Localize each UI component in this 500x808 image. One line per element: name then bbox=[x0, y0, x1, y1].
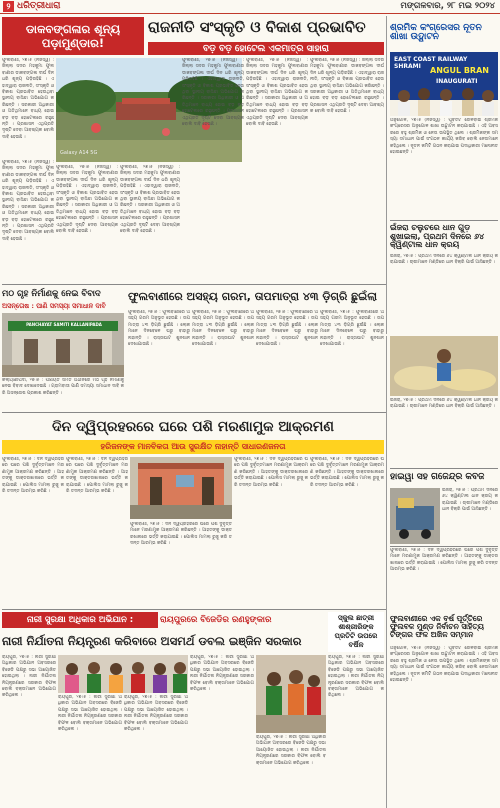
column-divider bbox=[386, 336, 387, 808]
masthead bbox=[0, 0, 500, 14]
story6-headline: ଇଁଜରା ଚଲୁଚରେ ଧାନ ଗୁଡ଼ ଶୁଖାଇଲା, ପ୍ରଥମ ଦିନରେ ୬୪ କ୍ୱିଣ୍ଟାଲ ଧାନ କ୍ରୟ bbox=[390, 223, 485, 250]
story1-headline: ରାଜନୀତି ସଂସ୍କୃତି ଓ ବିକାଶ ପ୍ରଭାବିତ bbox=[148, 18, 366, 37]
story3-sign: PANCHAYAT SAMITI KALLANIPADA bbox=[26, 322, 102, 327]
column-divider bbox=[386, 16, 387, 334]
paper-name: ଧରିତ୍ରୀଧାରା bbox=[17, 1, 61, 11]
page-number: ୨ bbox=[3, 1, 14, 12]
story8-body-col5: ରାୟପୁର, ୨୭।୫ : ନାରୀ ସୁରକ୍ଷା ଅଧିକାର ଅଭିଯାନ ଅବସରରେ ବିଜେଡି ପକ୍ଷରୁ ସଭା ଆୟୋଜିତ ହୋଇଥିଲା । ନାରୀ ନିର୍ଯାତନା ନିୟନ୍ତ୍ରଣରେ ସରକାର ବିଫଳ ବୋଲି ବକ୍ତାମାନେ ଅଭିଯୋଗ କରିଥିଲେ । bbox=[256, 735, 326, 766]
story3-body: କଲ୍ୟାଣୀପଦା, ୨୭।୫ : ପଞ୍ଚାୟତ ସମିତି ଅଧୀନରେ ମଠ ଗୃହ ନିର୍ମାଣକୁ ନେଇ ବିବାଦ ଦେଖାଦେଇଛି । ଗ୍ରାମବାସୀ ପାଣି ସମସ୍ୟା ସମାଧାନ ଦାବି କରି ଅସନ୍ତୋଷ ପ୍ରକାଶ କରିଛନ୍ତି । bbox=[2, 378, 124, 396]
story8-body-col1: ରାୟପୁର, ୨୭।୫ : ନାରୀ ସୁରକ୍ଷା ଅଧିକାର ଅଭିଯାନ ଅବସରରେ ବିଜେଡି ପକ୍ଷରୁ ସଭା ଆୟୋଜିତ ହୋଇଥିଲା । ନାରୀ ନିର୍ଯାତନା ନିୟନ୍ତ୍ରଣରେ ସରକାର ବିଫଳ ବୋଲି ବକ୍ତାମାନେ ଅଭିଯୋଗ କରିଥିଲେ । bbox=[2, 655, 56, 699]
seized-truck-image bbox=[390, 488, 440, 544]
rally-crowd-image bbox=[58, 655, 188, 693]
section-divider bbox=[2, 412, 386, 413]
story4-body-col4: ଫୁଲବାଣୀ, ୨୭।୫ : ଫୁଲବାଣୀରେ ଅସହ୍ୟ ଗରମ ଅନୁଭୂତ ହେଉଛି । ତାପମାତ୍ରା ୪୩ ଡ଼ିଗ୍ରି ଛୁଇଁଛି । ଲୋକମାନେ ଦିନବେଳେ ଘରୁ ବାହାରୁ ନାହାନ୍ତି । ରାସ୍ତାଘାଟ ଶୁନଶାନ ଦେଖାଯାଉଛି । bbox=[320, 310, 384, 348]
story2-headline: ଶ୍ରମିକ କଂଗ୍ରେସର ନୂତନ ଶାଖା ଉଦ୍ଘାଟନ bbox=[390, 22, 482, 42]
story4-headline: ଫୁଲବାଣୀରେ ଅସହ୍ୟ ଗରମ, ତାପମାତ୍ରା ୪୩ ଡ଼ିଗ୍ରି ଛୁଇଁଲା bbox=[128, 290, 378, 304]
story1-body-col5: ଫୁଲବାଣୀ, ୨୭।୫ (ନିଜସ୍ୱ) : ଜିଲ୍ଲା ସଦର ମହକୁମା ଫୁଲବାଣୀର ଡାକବଙ୍ଗଳା ଦୀର୍ଘ ଦିନ ଧରି ଶୂନ୍ୟ ପଡ଼ିରହିଛି । ଏହାଦ୍ୱାରା ରାଜନୀତି, ସଂସ୍କୃତି ଓ ବିକାଶ ପ୍ରଭାବିତ ହେଉଥିବା ସ୍ଥାନୀୟ ବାସିନ୍ଦା ଅଭିଯୋଗ କରିଛନ୍ତି । ସରକାରୀ ଅଧିକାରୀ ଓ ଅତିଥିମାନେ ବାଧ୍ୟ ହୋଇ ବଡ଼ ବଡ଼ ହୋଟେଲରେ ରହୁଛନ୍ତି । ପ୍ରଶାସନ ଏଥିପ୍ରତି ଦୃଷ୍ଟି ଦେବା ଆବଶ୍ୟକ ବୋଲି ଦାବି ହେଉଛି । bbox=[246, 58, 308, 128]
story3-headline: ମଠ ଗୃହ ନିର୍ମାଣକୁ ନେଇ ବିବାଦ bbox=[2, 288, 101, 299]
story5-body-col3: ଫୁଲବାଣୀ, ୨୭।୫ : ଦିନ ଦ୍ୱିପ୍ରହରରେ ଘରେ ପଶି ଦୁର୍ବୃତ୍ତମାନେ ମରଣାମୁକ ଆକ୍ରମଣ କରିଛନ୍ତି । ଆହତଙ୍କୁ ଡାକ୍ତରଖାନାରେ ଭର୍ତ୍ତି କରାଯାଇଛି । ପୋଲିସ ମାମଲା ରୁଜୁ କରି ତଦନ୍ତ ଆରମ୍ଭ କରିଛି । bbox=[130, 522, 232, 547]
section-divider bbox=[2, 609, 386, 610]
section-divider bbox=[2, 284, 386, 285]
story6-body: ଇଁଜରା, ୨୭।୫ : ପ୍ରଥମ ଦିନରେ ୬୪ କ୍ୱିଣ୍ଟାଲ ଧାନ କ୍ରୟ କରାଯାଇଛି । ଚାଷୀମାନେ ମଣ୍ଡିରେ ଧାନ ବିକ୍ରି ପାଇଁ ଆସିଛନ୍ତି । bbox=[390, 254, 498, 266]
section-divider bbox=[390, 468, 498, 469]
story7-body: ଇଁଜରା, ୨୭।୫ : ପ୍ରଥମ ଦିନରେ ୬୪ କ୍ୱିଣ୍ଟାଲ ଧାନ କ୍ରୟ କରାଯାଇଛି । ଚାଷୀମାନେ ମଣ୍ଡିରେ ଧାନ ବିକ୍ରି ପାଇଁ ଆସିଛନ୍ତି । bbox=[442, 488, 498, 513]
inauguration-people-image bbox=[390, 82, 498, 116]
story10-body-b: ଅନୁଗୋଳ, ୨୭।୫ (ନିଜସ୍ୱ) : ପୂର୍ବତଟ ରେଳବାଇ ଶ୍ରମିକ କଂଗ୍ରେସର ଅନୁଗୋଳ ଶାଖା ଉଦ୍ଘାଟନ କରାଯାଇଛି । ଏହି ଅବସରରେ ବହୁ ଶ୍ରମିକ ଓ ନେତା ଉପସ୍ଥିତ ଥିଲେ । ଶ୍ରମିକଙ୍କ ସମସ୍ୟା ସମାଧାନ ପାଇଁ ସଂଗଠନ କାର୍ଯ୍ୟ କରିବ ବୋଲି ନେତାମାନେ କହିଥିଲେ । ନୂତନ କମିଟି ଗଠନ କରାଯାଇ ପଦାଧିକାରୀ ମନୋନୀତ ହୋଇଛନ୍ତି । bbox=[390, 646, 498, 684]
paddy-procurement-image bbox=[390, 336, 498, 396]
story8-photo1 bbox=[58, 655, 188, 693]
story8-body-col3: ରାୟପୁର, ୨୭।୫ : ନାରୀ ସୁରକ୍ଷା ଅଧିକାର ଅଭିଯାନ ଅବସରରେ ବିଜେଡି ପକ୍ଷରୁ ସଭା ଆୟୋଜିତ ହୋଇଥିଲା । ନାରୀ ନିର୍ଯାତନା ନିୟନ୍ତ୍ରଣରେ ସରକାର ବିଫଳ ବୋଲି ବକ୍ତାମାନେ ଅଭିଯୋଗ କରିଥିଲେ । bbox=[124, 695, 188, 733]
story5-body-col4: ଫୁଲବାଣୀ, ୨୭।୫ : ଦିନ ଦ୍ୱିପ୍ରହରରେ ଘରେ ପଶି ଦୁର୍ବୃତ୍ତମାନେ ମରଣାମୁକ ଆକ୍ରମଣ କରିଛନ୍ତି । ଆହତଙ୍କୁ ଡାକ୍ତରଖାନାରେ ଭର୍ତ୍ତି କରାଯାଇଛି । ପୋଲିସ ମାମଲା ରୁଜୁ କରି ତଦନ୍ତ ଆରମ୍ଭ କରିଛି । bbox=[234, 457, 308, 488]
story9-body: ରାୟପୁର, ୨୭।୫ : ନାରୀ ସୁରକ୍ଷା ଅଧିକାର ଅଭିଯାନ ଅବସରରେ ବିଜେଡି ପକ୍ଷରୁ ସଭା ଆୟୋଜିତ ହୋଇଥିଲା । ନାରୀ ନିର୍ଯାତନା ନିୟନ୍ତ୍ରଣରେ ସରକାର ବିଫଳ ବୋଲି ବକ୍ତାମାନେ ଅଭିଯୋଗ କରିଥିଲେ । bbox=[328, 655, 384, 699]
story4-body-col3: ଫୁଲବାଣୀ, ୨୭।୫ : ଫୁଲବାଣୀରେ ଅସହ୍ୟ ଗରମ ଅନୁଭୂତ ହେଉଛି । ତାପମାତ୍ରା ୪୩ ଡ଼ିଗ୍ରି ଛୁଇଁଛି । ଲୋକମାନେ ଦିନବେଳେ ଘରୁ ବାହାରୁ ନାହାନ୍ତି । ରାସ୍ତାଘାଟ ଶୁନଶାନ ଦେଖାଯାଉଛି । bbox=[256, 310, 318, 348]
story5-subhead: ହରିଜନଙ୍କ ମାନବିକତା ଆଉ ସୁରକ୍ଷିତ ନାହାନ୍ତି ସାଧାରଣଜନତା bbox=[2, 440, 384, 454]
story10-headline: ଫୁଲବାଣୀରେ ଏକ ବର୍ଷ ପୂର୍ତ୍ତିରେ ଫୁଲବଳ ମୁଣ୍ଡ ନିର୍ବାଚନ ସାହିତ୍ୟ ଟିଙ୍ଗର ଫଳ ଅଖିଳ ସମ୍ମାନ bbox=[390, 614, 484, 639]
story5-photo bbox=[130, 457, 232, 519]
story5-body-col2: ଫୁଲବାଣୀ, ୨୭।୫ : ଦିନ ଦ୍ୱିପ୍ରହରରେ ଘରେ ପଶି ଦୁର୍ବୃତ୍ତମାନେ ମରଣାମୁକ ଆକ୍ରମଣ କରିଛନ୍ତି । ଆହତଙ୍କୁ ଡାକ୍ତରଖାନାରେ ଭର୍ତ୍ତି କରାଯାଇଛି । ପୋଲିସ ମାମଲା ରୁଜୁ କରି ତଦନ୍ତ ଆରମ୍ଭ କରିଛି । bbox=[66, 457, 128, 495]
section-divider bbox=[390, 220, 498, 221]
women-rally-image bbox=[256, 655, 326, 733]
story3-photo bbox=[2, 313, 124, 377]
story1-body-col1b: ଫୁଲବାଣୀ, ୨୭।୫ (ନିଜସ୍ୱ) : ଜିଲ୍ଲା ସଦର ମହକୁମା ଫୁଲବାଣୀର ଡାକବଙ୍ଗଳା ଦୀର୍ଘ ଦିନ ଧରି ଶୂନ୍ୟ ପଡ଼ିରହିଛି । ଏହାଦ୍ୱାରା ରାଜନୀତି, ସଂସ୍କୃତି ଓ ବିକାଶ ପ୍ରଭାବିତ ହେଉଥିବା ସ୍ଥାନୀୟ ବାସିନ୍ଦା ଅଭିଯୋଗ କରିଛନ୍ତି । ସରକାରୀ ଅଧିକାରୀ ଓ ଅତିଥିମାନେ ବାଧ୍ୟ ହୋଇ ବଡ଼ ବଡ଼ ହୋଟେଲରେ ରହୁଛନ୍ତି । ପ୍ରଶାସନ ଏଥିପ୍ରତି ଦୃଷ୍ଟି ଦେବା ଆବଶ୍ୟକ ବୋଲି ଦାବି ହେଉଛି । bbox=[2, 160, 54, 242]
story3-subhead bbox=[2, 302, 124, 312]
issue-date: ମଙ୍ଗଳବାର, ୨୮ ମଇ ୨୦୨୪ bbox=[400, 1, 495, 11]
story1-body-col6: ଫୁଲବାଣୀ, ୨୭।୫ (ନିଜସ୍ୱ) : ଜିଲ୍ଲା ସଦର ମହକୁମା ଫୁଲବାଣୀର ଡାକବଙ୍ଗଳା ଦୀର୍ଘ ଦିନ ଧରି ଶୂନ୍ୟ ପଡ଼ିରହିଛି । ଏହାଦ୍ୱାରା ରାଜନୀତି, ସଂସ୍କୃତି ଓ ବିକାଶ ପ୍ରଭାବିତ ହେଉଥିବା ସ୍ଥାନୀୟ ବାସିନ୍ଦା ଅଭିଯୋଗ କରିଛନ୍ତି । ସରକାରୀ ଅଧିକାରୀ ଓ ଅତିଥିମାନେ ବାଧ୍ୟ ହୋଇ ବଡ଼ ବଡ଼ ହୋଟେଲରେ ରହୁଛନ୍ତି । ପ୍ରଶାସନ ଏଥିପ୍ରତି ଦୃଷ୍ଟି ଦେବା ଆବଶ୍ୟକ ବୋଲି ଦାବି ହେଉଛି । bbox=[310, 58, 384, 115]
story1-body-col4: ଫୁଲବାଣୀ, ୨୭।୫ (ନିଜସ୍ୱ) : ଜିଲ୍ଲା ସଦର ମହକୁମା ଫୁଲବାଣୀର ଡାକବଙ୍ଗଳା ଦୀର୍ଘ ଦିନ ଧରି ଶୂନ୍ୟ ପଡ଼ିରହିଛି । ଏହାଦ୍ୱାରା ରାଜନୀତି, ସଂସ୍କୃତି ଓ ବିକାଶ ପ୍ରଭାବିତ ହେଉଥିବା ସ୍ଥାନୀୟ ବାସିନ୍ଦା ଅଭିଯୋଗ କରିଛନ୍ତି । ସରକାରୀ ଅଧିକାରୀ ଓ ଅତିଥିମାନେ ବାଧ୍ୟ ହୋଇ ବଡ଼ ବଡ଼ ହୋଟେଲରେ ରହୁଛନ୍ତି । ପ୍ରଶାସନ ଏଥିପ୍ରତି ଦୃଷ୍ଟି ଦେବା ଆବଶ୍ୟକ ବୋଲି ଦାବି ହେଉଛି । bbox=[182, 58, 244, 128]
story1-subhead: ବଡ଼ ବଡ଼ ହୋଟେଲ ଏକମାତ୍ର ସାହାରା bbox=[148, 42, 384, 55]
story6-photo bbox=[390, 336, 498, 396]
story8-body-col2: ରାୟପୁର, ୨୭।୫ : ନାରୀ ସୁରକ୍ଷା ଅଧିକାର ଅଭିଯାନ ଅବସରରେ ବିଜେଡି ପକ୍ଷରୁ ସଭା ଆୟୋଜିତ ହୋଇଥିଲା । ନାରୀ ନିର୍ଯାତନା ନିୟନ୍ତ୍ରଣରେ ସରକାର ବିଫଳ ବୋଲି ବକ୍ତାମାନେ ଅଭିଯୋଗ କରିଥିଲେ । bbox=[58, 695, 122, 733]
story2-body: ଅନୁଗୋଳ, ୨୭।୫ (ନିଜସ୍ୱ) : ପୂର୍ବତଟ ରେଳବାଇ ଶ୍ରମିକ କଂଗ୍ରେସର ଅନୁଗୋଳ ଶାଖା ଉଦ୍ଘାଟନ କରାଯାଇଛି । ଏହି ଅବସରରେ ବହୁ ଶ୍ରମିକ ଓ ନେତା ଉପସ୍ଥିତ ଥିଲେ । ଶ୍ରମିକଙ୍କ ସମସ୍ୟା ସମାଧାନ ପାଇଁ ସଂଗଠନ କାର୍ଯ୍ୟ କରିବ ବୋଲି ନେତାମାନେ କହିଥିଲେ । ନୂତନ କମିଟି ଗଠନ କରାଯାଇ ପଦାଧିକାରୀ ମନୋନୀତ ହୋଇଛନ୍ତି । bbox=[390, 118, 498, 156]
story2-banner-line3: INAUGURATI bbox=[436, 78, 478, 85]
story4-body-col1: ଫୁଲବାଣୀ, ୨୭।୫ : ଫୁଲବାଣୀରେ ଅସହ୍ୟ ଗରମ ଅନୁଭୂତ ହେଉଛି । ତାପମାତ୍ରା ୪୩ ଡ଼ିଗ୍ରି ଛୁଇଁଛି । ଲୋକମାନେ ଦିନବେଳେ ଘରୁ ବାହାରୁ ନାହାନ୍ତି । ରାସ୍ତାଘାଟ ଶୁନଶାନ ଦେଖାଯାଉଛି । bbox=[128, 310, 190, 348]
story5-body-col5: ଫୁଲବାଣୀ, ୨୭।୫ : ଦିନ ଦ୍ୱିପ୍ରହରରେ ଘରେ ପଶି ଦୁର୍ବୃତ୍ତମାନେ ମରଣାମୁକ ଆକ୍ରମଣ କରିଛନ୍ତି । ଆହତଙ୍କୁ ଡାକ୍ତରଖାନାରେ ଭର୍ତ୍ତି କରାଯାଇଛି । ପୋଲିସ ମାମଲା ରୁଜୁ କରି ତଦନ୍ତ ଆରମ୍ଭ କରିଛି । bbox=[310, 457, 384, 488]
story2-photo bbox=[390, 52, 498, 116]
story7-photo bbox=[390, 488, 440, 544]
story1-body-col1: ଫୁଲବାଣୀ, ୨୭।୫ (ନିଜସ୍ୱ) : ଜିଲ୍ଲା ସଦର ମହକୁମା ଫୁଲବାଣୀର ଡାକବଙ୍ଗଳା ଦୀର୍ଘ ଦିନ ଧରି ଶୂନ୍ୟ ପଡ଼ିରହିଛି । ଏହାଦ୍ୱାରା ରାଜନୀତି, ସଂସ୍କୃତି ଓ ବିକାଶ ପ୍ରଭାବିତ ହେଉଥିବା ସ୍ଥାନୀୟ ବାସିନ୍ଦା ଅଭିଯୋଗ କରିଛନ୍ତି । ସରକାରୀ ଅଧିକାରୀ ଓ ଅତିଥିମାନେ ବାଧ୍ୟ ହୋଇ ବଡ଼ ବଡ଼ ହୋଟେଲରେ ରହୁଛନ୍ତି । ପ୍ରଶାସନ ଏଥିପ୍ରତି ଦୃଷ୍ଟି ଦେବା ଆବଶ୍ୟକ ବୋଲି ଦାବି ହେଉଛି । bbox=[2, 58, 54, 140]
story1-body-col2: ଫୁଲବାଣୀ, ୨୭।୫ (ନିଜସ୍ୱ) : ଜିଲ୍ଲା ସଦର ମହକୁମା ଫୁଲବାଣୀର ଡାକବଙ୍ଗଳା ଦୀର୍ଘ ଦିନ ଧରି ଶୂନ୍ୟ ପଡ଼ିରହିଛି । ଏହାଦ୍ୱାରା ରାଜନୀତି, ସଂସ୍କୃତି ଓ ବିକାଶ ପ୍ରଭାବିତ ହେଉଥିବା ସ୍ଥାନୀୟ ବାସିନ୍ଦା ଅଭିଯୋଗ କରିଛନ୍ତି । ସରକାରୀ ଅଧିକାରୀ ଓ ଅତିଥିମାନେ ବାଧ୍ୟ ହୋଇ ବଡ଼ ବଡ଼ ହୋଟେଲରେ ରହୁଛନ୍ତି । ପ୍ରଶାସନ ଏଥିପ୍ରତି ଦୃଷ୍ଟି ଦେବା ଆବଶ୍ୟକ ବୋଲି ଦାବି ହେଉଛି । bbox=[56, 165, 118, 235]
story8-photo2 bbox=[256, 655, 326, 733]
story6-body-b: ଇଁଜରା, ୨୭।୫ : ପ୍ରଥମ ଦିନରେ ୬୪ କ୍ୱିଣ୍ଟାଲ ଧାନ କ୍ରୟ କରାଯାଇଛି । ଚାଷୀମାନେ ମଣ୍ଡିରେ ଧାନ ବିକ୍ରି ପାଇଁ ଆସିଛନ୍ତି । bbox=[390, 398, 498, 410]
story8-body-col4: ରାୟପୁର, ୨୭।୫ : ନାରୀ ସୁରକ୍ଷା ଅଧିକାର ଅଭିଯାନ ଅବସରରେ ବିଜେଡି ପକ୍ଷରୁ ସଭା ଆୟୋଜିତ ହୋଇଥିଲା । ନାରୀ ନିର୍ଯାତନା ନିୟନ୍ତ୍ରଣରେ ସରକାର ବିଫଳ ବୋଲି ବକ୍ତାମାନେ ଅଭିଯୋଗ କରିଥିଲେ । bbox=[190, 655, 254, 693]
story9-headline: ସ୍କୁଲ ଛାତ୍ରୀ ଶୀଶ୍ରୀରିଙ୍କ ପ୍ରତିଟି ଉପରେ ବର୍ଷିଳ bbox=[328, 612, 384, 652]
story1-body-col3: ଫୁଲବାଣୀ, ୨୭।୫ (ନିଜସ୍ୱ) : ଜିଲ୍ଲା ସଦର ମହକୁମା ଫୁଲବାଣୀର ଡାକବଙ୍ଗଳା ଦୀର୍ଘ ଦିନ ଧରି ଶୂନ୍ୟ ପଡ଼ିରହିଛି । ଏହାଦ୍ୱାରା ରାଜନୀତି, ସଂସ୍କୃତି ଓ ବିକାଶ ପ୍ରଭାବିତ ହେଉଥିବା ସ୍ଥାନୀୟ ବାସିନ୍ଦା ଅଭିଯୋଗ କରିଛନ୍ତି । ସରକାରୀ ଅଧିକାରୀ ଓ ଅତିଥିମାନେ ବାଧ୍ୟ ହୋଇ ବଡ଼ ବଡ଼ ହୋଟେଲରେ ରହୁଛନ୍ତି । ପ୍ରଶାସନ ଏଥିପ୍ରତି ଦୃଷ୍ଟି ଦେବା ଆବଶ୍ୟକ ବୋଲି ଦାବି ହେଉଛି । bbox=[120, 165, 180, 235]
story5-headline: ଦିନ ଦ୍ୱିପ୍ରହରରେ ଘରେ ପଶି ମରଣାମୁକ ଆକ୍ରମଣ bbox=[52, 418, 334, 435]
story1-photo-caption: Galaxy A14 5G bbox=[60, 150, 98, 156]
story2-banner-line1: EAST COAST RAILWAY SHRAMI bbox=[394, 56, 468, 70]
story8-headline: ନାରୀ ନିର୍ଯାତନା ନିୟନ୍ତ୍ରଣ କରିବାରେ ଅସମର୍ଥ ଡବଲ ଇଞ୍ଜିନ ସରକାର bbox=[2, 633, 302, 648]
story4-body-col2: ଫୁଲବାଣୀ, ୨୭।୫ : ଫୁଲବାଣୀରେ ଅସହ୍ୟ ଗରମ ଅନୁଭୂତ ହେଉଛି । ତାପମାତ୍ରା ୪୩ ଡ଼ିଗ୍ରି ଛୁଇଁଛି । ଲୋକମାନେ ଦିନବେଳେ ଘରୁ ବାହାରୁ ନାହାନ୍ତି । ରାସ୍ତାଘାଟ ଶୁନଶାନ ଦେଖାଯାଉଛି । bbox=[192, 310, 254, 348]
story2-banner-line2: ANGUL BRAN bbox=[430, 66, 489, 75]
section-divider bbox=[390, 546, 498, 547]
story7-headline: ହାଇୱା ସହ ଗଜେନ୍ଦ୍ର କବଜ bbox=[390, 472, 485, 483]
house-photo-image bbox=[130, 457, 232, 519]
story10-body-a: ଫୁଲବାଣୀ, ୨୭।୫ : ଦିନ ଦ୍ୱିପ୍ରହରରେ ଘରେ ପଶି ଦୁର୍ବୃତ୍ତମାନେ ମରଣାମୁକ ଆକ୍ରମଣ କରିଛନ୍ତି । ଆହତଙ୍କୁ ଡାକ୍ତରଖାନାରେ ଭର୍ତ୍ତି କରାଯାଇଛି । ପୋଲିସ ମାମଲା ରୁଜୁ କରି ତଦନ୍ତ ଆରମ୍ଭ କରିଛି । bbox=[390, 548, 498, 573]
story8-kicker2: ରାୟପୁରରେ ବିଜେଡିର ରଣହୁଙ୍କାର bbox=[160, 615, 272, 625]
story1-kicker: ଡାକବଙ୍ଗଳାର ଶୂନ୍ୟ ପଡ଼ାମୁଣ୍ଡାର! bbox=[2, 17, 144, 55]
story3-subhead-text: ଅସନ୍ତୋଷ : ପାଣି ସମସ୍ୟା ସମାଧାନ ଦାବି bbox=[2, 302, 106, 310]
story8-kicker: ନାରୀ ସୁରକ୍ଷା ଅଧିକାର ଅଭିଯାନ : bbox=[2, 612, 158, 628]
story5-body-col1: ଫୁଲବାଣୀ, ୨୭।୫ : ଦିନ ଦ୍ୱିପ୍ରହରରେ ଘରେ ପଶି ଦୁର୍ବୃତ୍ତମାନେ ମରଣାମୁକ ଆକ୍ରମଣ କରିଛନ୍ତି । ଆହତଙ୍କୁ ଡାକ୍ତରଖାନାରେ ଭର୍ତ୍ତି କରାଯାଇଛି । ପୋଲିସ ମାମଲା ରୁଜୁ କରି ତଦନ୍ତ ଆରମ୍ଭ କରିଛି । bbox=[2, 457, 64, 495]
